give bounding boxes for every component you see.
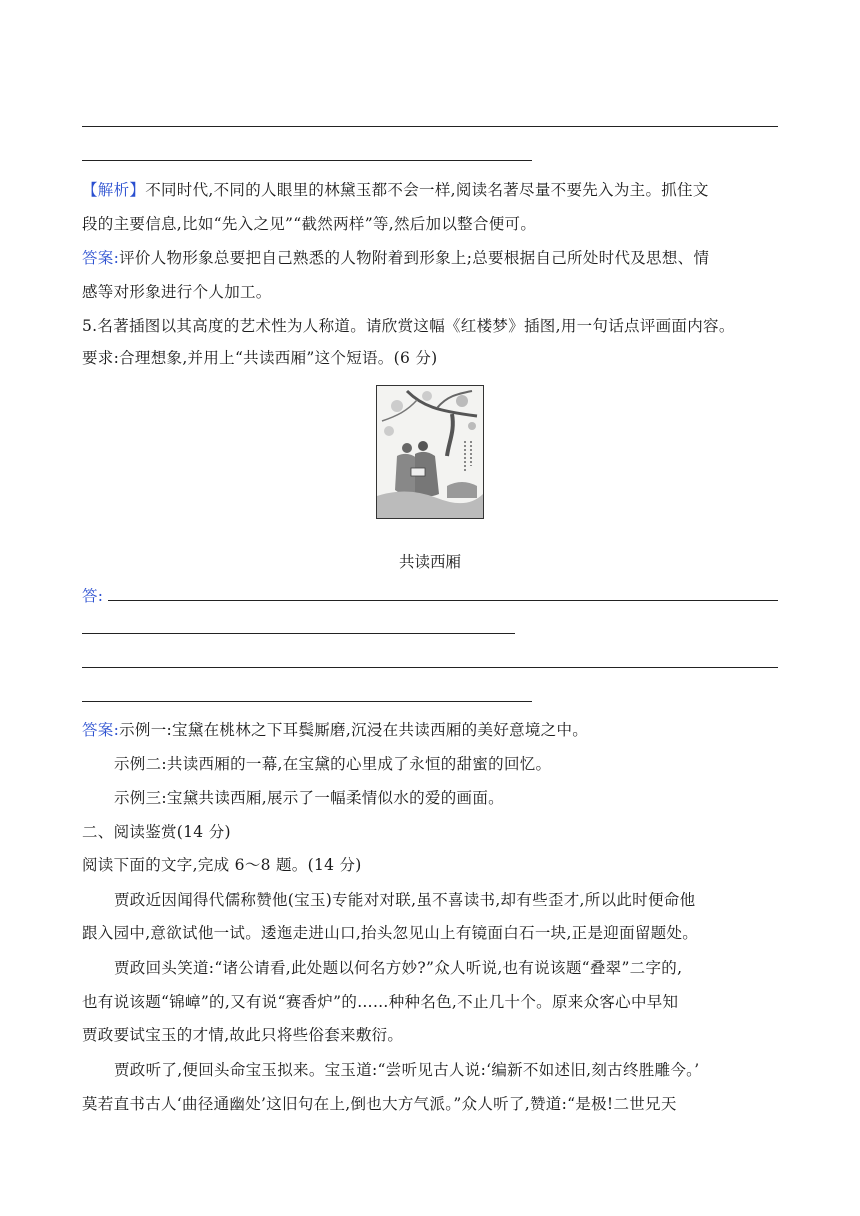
- answer-label: 答案:: [82, 249, 120, 267]
- answer-blank-line[interactable]: [108, 600, 778, 601]
- passage-line: 跟入园中,意欲试他一试。逶迤走进山口,抬头忽见山上有镜面白石一块,正是迎面留题处。: [82, 924, 699, 942]
- passage-line: 也有说该题“锦嶂”的,又有说“赛香炉”的……种种名色,不止几十个。原来众客心中早知: [82, 993, 679, 1011]
- answer-line: [82, 718, 588, 740]
- analysis-line: 段的主要信息,比如“先入之见”“截然两样”等,然后加以整合便可。: [82, 215, 537, 233]
- blank-line: [82, 160, 532, 161]
- illustration-drawing: [377, 386, 483, 518]
- section-instruction: 阅读下面的文字,完成 6～8 题。(14 分): [82, 856, 362, 874]
- passage-line: 贾政要试宝玉的才情,故此只将些俗套来敷衍。: [82, 1026, 404, 1044]
- answer-example: 示例一:宝黛在桃林之下耳鬓厮磨,沉浸在共读西厢的美好意境之中。: [119, 721, 589, 739]
- question-text: 5.名著插图以其高度的艺术性为人称道。请欣赏这幅《红楼梦》插图,用一句话点评画面内容。: [82, 317, 735, 335]
- illustration-image: [376, 385, 484, 519]
- answer-blank-line[interactable]: [82, 667, 778, 668]
- passage-line: 莫若直书古人‘曲径通幽处’这旧句在上,倒也大方气派。”众人听了,赞道:“是极!二世兄天: [82, 1095, 677, 1113]
- answer-text: 评价人物形象总要把自己熟悉的人物附着到形象上;总要根据自己所处时代及思想、情: [119, 249, 710, 267]
- answer-blank-line[interactable]: [82, 633, 515, 634]
- passage-line: 贾政听了,便回头命宝玉拟来。宝玉道:“尝听见古人说:‘编新不如述旧,刻古终胜雕今。’: [114, 1061, 700, 1079]
- passage-line: 贾政回头笑道:“诸公请看,此处题以何名方妙?”众人听说,也有说该题“叠翠”二字的,: [114, 959, 683, 977]
- answer-blank-line[interactable]: [82, 701, 532, 702]
- answer-line: 感等对形象进行个人加工。: [82, 283, 272, 301]
- passage-line: 贾政近因闻得代儒称赞他(宝玉)专能对对联,虽不喜读书,却有些歪才,所以此时便命他: [114, 891, 696, 909]
- blank-line: [82, 126, 778, 127]
- answer-example: 示例三:宝黛共读西厢,展示了一幅柔情似水的爱的画面。: [114, 789, 504, 807]
- answer-prompt: 答:: [82, 587, 104, 605]
- section-heading: 二、阅读鉴赏(14 分): [82, 823, 231, 841]
- illustration-caption: 共读西厢: [398, 553, 461, 571]
- answer-label: 答案:: [82, 721, 120, 739]
- answer-line: [82, 246, 709, 268]
- analysis-line: [82, 178, 709, 200]
- analysis-text: 不同时代,不同的人眼里的林黛玉都不会一样,阅读名著尽量不要先入为主。抓住文: [145, 181, 709, 199]
- analysis-tag: 【解析】: [82, 181, 146, 199]
- answer-example: 示例二:共读西厢的一幕,在宝黛的心里成了永恒的甜蜜的回忆。: [114, 755, 552, 773]
- question-text: 要求:合理想象,并用上“共读西厢”这个短语。(6 分): [82, 349, 438, 367]
